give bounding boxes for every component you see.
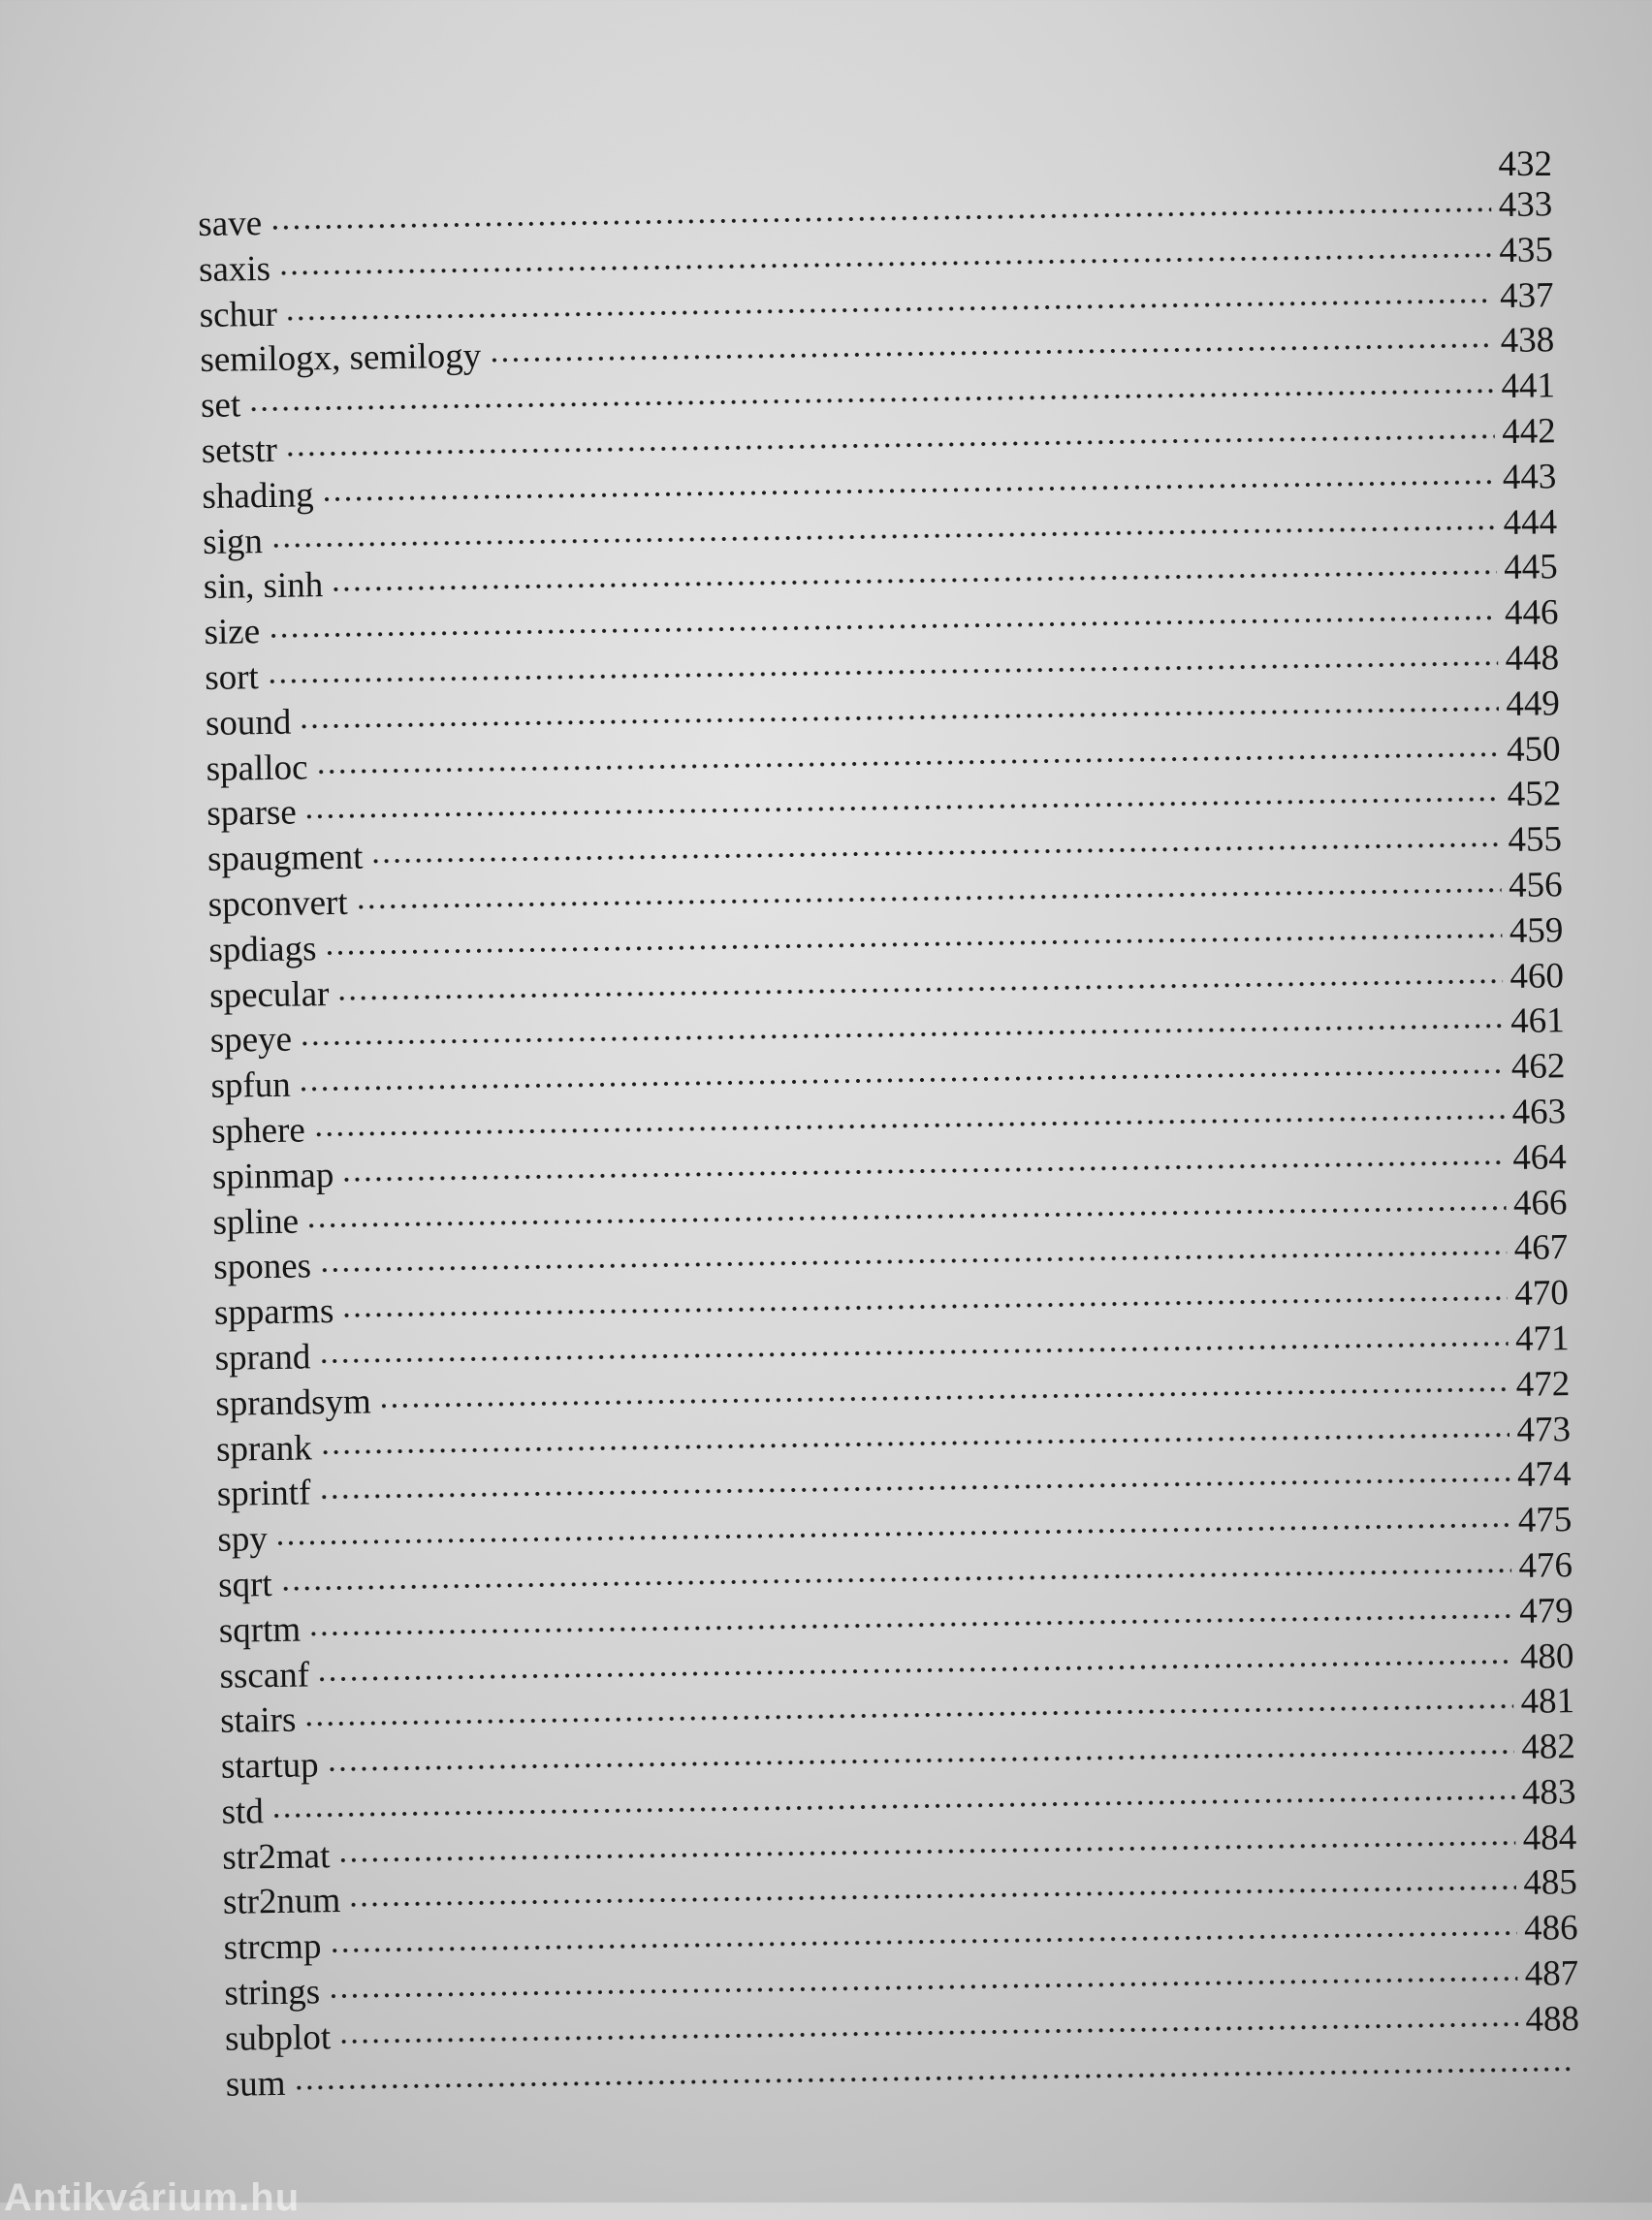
dot-leader xyxy=(285,298,1492,321)
toc-entry-label: stairs xyxy=(219,1699,297,1742)
toc-entry-page: 450 xyxy=(1506,728,1561,770)
toc-entry-page: 446 xyxy=(1504,592,1559,634)
dot-leader xyxy=(328,1976,1517,1999)
toc-entry-label: size xyxy=(204,612,261,653)
dot-leader xyxy=(267,660,1498,684)
toc-entry-label: sin, sinh xyxy=(203,565,324,608)
dot-leader xyxy=(322,479,1495,502)
toc-entry-label: spconvert xyxy=(207,882,348,925)
toc-entry-label: startup xyxy=(220,1745,319,1787)
toc-entry-page: 471 xyxy=(1514,1318,1570,1359)
dot-leader xyxy=(280,1568,1511,1592)
toc-entry-page: 442 xyxy=(1501,411,1556,453)
dot-leader xyxy=(285,433,1494,458)
toc-entry-page: 480 xyxy=(1519,1635,1574,1677)
dot-leader xyxy=(248,388,1493,412)
toc-entry-label: set xyxy=(200,385,241,427)
toc-entry-label: sprank xyxy=(215,1427,313,1470)
dot-leader xyxy=(341,1159,1505,1183)
toc-entry-label: sort xyxy=(204,657,260,698)
dot-leader xyxy=(270,524,1496,549)
toc-entry-label: spalloc xyxy=(206,746,308,789)
toc-page-number-top: 432 xyxy=(1498,144,1552,184)
toc-entry-page: 444 xyxy=(1503,501,1558,543)
dot-leader xyxy=(319,1250,1507,1273)
dot-leader xyxy=(275,1522,1510,1546)
table-of-contents xyxy=(198,182,1580,2108)
toc-entry-page: 487 xyxy=(1524,1953,1579,1994)
toc-entry-page: 443 xyxy=(1502,457,1557,497)
toc-entry-label: speye xyxy=(209,1020,293,1062)
toc-entry-page: 475 xyxy=(1517,1500,1573,1541)
dot-leader xyxy=(329,1930,1516,1953)
dot-leader xyxy=(304,797,1500,820)
dot-leader xyxy=(327,1749,1514,1772)
toc-entry-page: 483 xyxy=(1521,1771,1576,1813)
dot-leader xyxy=(299,706,1498,729)
toc-entry-page: 441 xyxy=(1501,365,1556,407)
toc-entry-page: 463 xyxy=(1511,1092,1567,1132)
toc-entry-label: str2num xyxy=(222,1881,341,1923)
toc-entry-page: 438 xyxy=(1500,320,1555,362)
toc-entry-page: 466 xyxy=(1512,1182,1568,1223)
toc-entry-label: sound xyxy=(205,702,292,744)
toc-entry-page: 472 xyxy=(1515,1363,1571,1405)
toc-entry-page: 479 xyxy=(1518,1590,1574,1632)
toc-entry-page: 445 xyxy=(1503,547,1559,588)
toc-entry-label: spline xyxy=(212,1201,300,1243)
toc-entry-page: 476 xyxy=(1518,1545,1573,1586)
toc-entry-page: 474 xyxy=(1516,1454,1572,1496)
dot-leader xyxy=(308,1613,1511,1636)
dot-leader xyxy=(337,1840,1514,1863)
dot-leader xyxy=(324,933,1501,956)
dot-leader xyxy=(315,751,1499,775)
toc-entry-label: strings xyxy=(224,1972,321,2014)
toc-entry-page: 467 xyxy=(1513,1227,1569,1269)
toc-entry-page: 456 xyxy=(1508,865,1563,905)
toc-entry-page: 461 xyxy=(1509,1000,1565,1042)
dot-leader xyxy=(370,841,1500,864)
toc-entry-label: str2mat xyxy=(222,1835,331,1878)
toc-entry-label: save xyxy=(198,204,263,244)
toc-entry-label: sprandsym xyxy=(215,1381,371,1424)
toc-entry-page: 484 xyxy=(1522,1817,1577,1858)
toc-entry-label: spones xyxy=(212,1246,312,1288)
toc-entry-page: 485 xyxy=(1523,1862,1578,1904)
toc-entry-label: saxis xyxy=(198,248,271,290)
toc-entry-page: 486 xyxy=(1523,1908,1578,1950)
toc-entry-label: semilogx, semilogy xyxy=(200,336,482,381)
toc-entry-page: 488 xyxy=(1525,1998,1580,2040)
toc-entry-label: setstr xyxy=(201,429,278,471)
dot-leader xyxy=(320,1432,1509,1455)
toc-entry-page: 449 xyxy=(1506,682,1561,724)
toc-entry-page: 464 xyxy=(1511,1136,1568,1178)
dot-leader xyxy=(489,343,1493,364)
toc-entry-page: 482 xyxy=(1520,1727,1576,1768)
dot-leader xyxy=(356,887,1502,910)
dot-leader xyxy=(341,1295,1507,1318)
dot-leader xyxy=(379,1386,1509,1409)
toc-entry-label: specular xyxy=(208,973,330,1016)
toc-entry-label: spdiags xyxy=(208,929,317,970)
dot-leader xyxy=(306,1205,1506,1228)
toc-entry-page: 452 xyxy=(1507,774,1562,815)
toc-entry-page: 448 xyxy=(1505,638,1560,680)
toc-entry-page: 455 xyxy=(1508,819,1563,861)
dot-leader xyxy=(270,206,1491,231)
toc-entry-label: sphere xyxy=(210,1110,306,1152)
toc-entry-page: 459 xyxy=(1509,909,1564,951)
dot-leader xyxy=(338,2021,1517,2045)
dot-leader xyxy=(278,252,1491,276)
toc-entry-page: 435 xyxy=(1499,230,1554,270)
toc-entry-label: sqrt xyxy=(217,1564,272,1605)
toc-entry-page: 470 xyxy=(1514,1273,1570,1315)
watermark-text: Antikvárium.hu xyxy=(4,2176,301,2219)
toc-entry-label: subplot xyxy=(224,2017,332,2059)
toc-entry-label: sprand xyxy=(214,1337,311,1379)
dot-leader xyxy=(317,1659,1512,1682)
toc-entry-page: 460 xyxy=(1509,955,1565,997)
toc-entry-label: sscanf xyxy=(219,1654,310,1697)
dot-leader xyxy=(300,1023,1503,1046)
toc-entry-label: spinmap xyxy=(211,1155,334,1197)
toc-entry-label: sum xyxy=(225,2063,286,2105)
toc-entry-label: spaugment xyxy=(206,837,364,880)
dot-leader xyxy=(303,1703,1512,1728)
toc-entry-page: 437 xyxy=(1499,274,1554,316)
dot-leader xyxy=(299,1068,1504,1092)
dot-leader xyxy=(336,978,1502,1001)
dot-leader xyxy=(268,615,1497,639)
toc-entry-page: 473 xyxy=(1516,1409,1572,1450)
toc-entry-label: shading xyxy=(202,475,314,517)
toc-entry-label: sign xyxy=(202,521,264,562)
dot-leader xyxy=(293,2066,1572,2091)
toc-entry-label: spparms xyxy=(213,1291,334,1333)
toc-entry-label: sqrtm xyxy=(218,1609,302,1651)
toc-entry-page: 433 xyxy=(1498,184,1553,226)
dot-leader xyxy=(318,1476,1509,1500)
dot-leader xyxy=(348,1886,1515,1909)
dot-leader xyxy=(331,570,1496,593)
dot-leader xyxy=(313,1114,1505,1137)
toc-entry-label: std xyxy=(221,1792,265,1832)
toc-entry-label: schur xyxy=(199,294,278,335)
toc-entry-page: 462 xyxy=(1510,1046,1566,1088)
toc-entry-page: 481 xyxy=(1520,1681,1575,1723)
toc-entry-label: spy xyxy=(217,1519,269,1560)
dot-leader xyxy=(271,1794,1514,1819)
toc-entry-label: strcmp xyxy=(223,1926,322,1969)
toc-entry-label: spfun xyxy=(210,1064,292,1107)
dot-leader xyxy=(318,1341,1508,1364)
toc-entry-label: sparse xyxy=(206,792,298,835)
toc-entry-label: sprintf xyxy=(216,1473,311,1515)
